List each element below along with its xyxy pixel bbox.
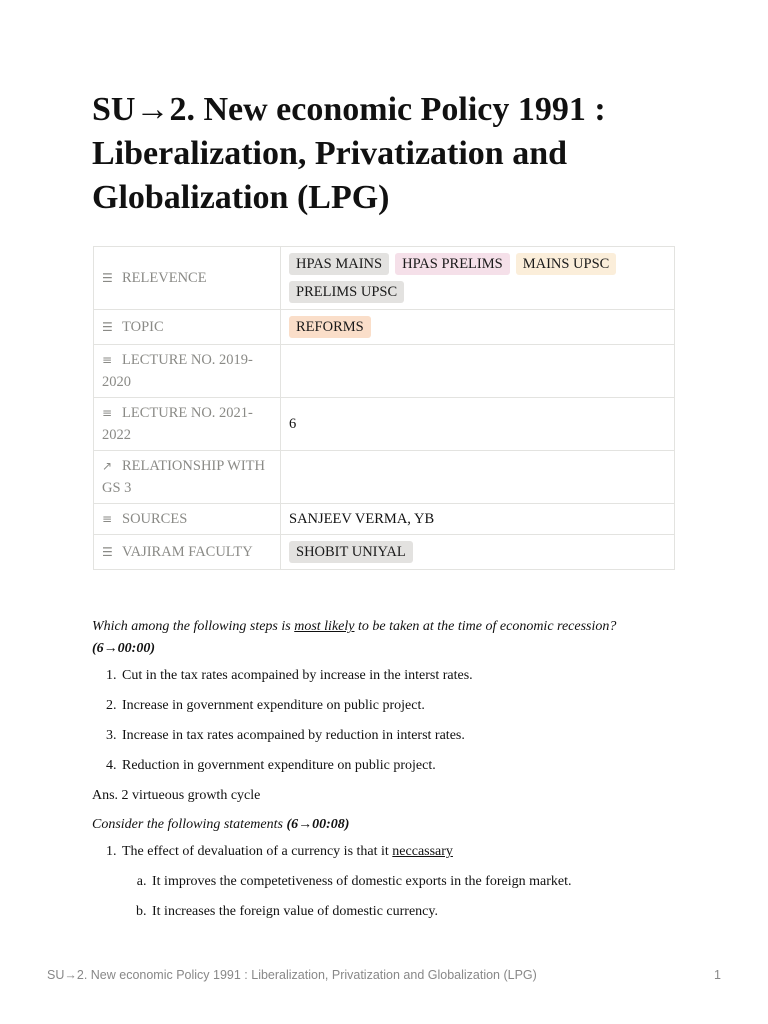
arrow-upright-icon: ↗ xyxy=(102,459,113,473)
question-2-ref: (6→00:08) xyxy=(286,817,350,832)
list-icon: ☰ xyxy=(102,271,113,285)
list-item: 2. Increase in government expenditure on public project. xyxy=(120,696,692,716)
property-value[interactable] xyxy=(281,504,675,535)
question-2 xyxy=(92,814,692,836)
page-title: SU→2. New economic Policy 1991 : Liberalization, Privatization and Globalization (LPG) xyxy=(92,91,606,216)
question-1 xyxy=(92,616,692,660)
property-key-label: TOPIC xyxy=(122,319,164,335)
property-row xyxy=(94,504,675,535)
property-key xyxy=(94,451,281,504)
list-icon: ☰ xyxy=(102,545,113,559)
question-1-suffix: to be taken at the time of economic recession? xyxy=(354,619,617,634)
property-value[interactable] xyxy=(281,535,675,570)
tag[interactable]: MAINS UPSC xyxy=(516,253,617,275)
property-row xyxy=(94,535,675,570)
list-item: 1. Cut in the tax rates acompained by increase in the interst rates. xyxy=(120,666,692,686)
properties-table xyxy=(93,246,675,570)
property-key-label: LECTURE NO. 2019-2020 xyxy=(102,352,253,390)
property-row xyxy=(94,451,675,504)
question-1-emphasis: most likely xyxy=(294,619,355,634)
property-value[interactable] xyxy=(281,451,675,504)
property-row xyxy=(94,247,675,310)
property-key xyxy=(94,247,281,310)
property-key-label: VAJIRAM FACULTY xyxy=(122,544,253,560)
text-icon: ≡ xyxy=(102,353,113,367)
list-item: a. It improves the competetiveness of domestic exports in the foreign market. xyxy=(150,872,692,892)
tag[interactable]: SHOBIT UNIYAL xyxy=(289,541,413,563)
property-value-text: 6 xyxy=(289,416,297,432)
page-number: 1 xyxy=(714,968,721,982)
property-key xyxy=(94,504,281,535)
question-2-intro: Consider the following statements xyxy=(92,817,287,832)
property-key-label: RELATIONSHIP WITH GS 3 xyxy=(102,458,265,496)
page-content xyxy=(92,616,692,932)
tag[interactable]: HPAS MAINS xyxy=(289,253,389,275)
property-value[interactable] xyxy=(281,345,675,398)
property-key xyxy=(94,398,281,451)
list-item: b. It increases the foreign value of domestic currency. xyxy=(150,902,692,922)
property-key xyxy=(94,535,281,570)
list-item: 3. Increase in tax rates acompained by reduction in interst rates. xyxy=(120,726,692,746)
property-row xyxy=(94,398,675,451)
tag[interactable]: HPAS PRELIMS xyxy=(395,253,510,275)
property-key xyxy=(94,310,281,345)
tag[interactable]: PRELIMS UPSC xyxy=(289,281,404,303)
list-item xyxy=(120,842,692,922)
property-value[interactable] xyxy=(281,398,675,451)
tag[interactable]: REFORMS xyxy=(289,316,371,338)
property-value-text: SANJEEV VERMA, YB xyxy=(289,511,435,527)
property-value[interactable] xyxy=(281,247,675,310)
statement-1-subitems xyxy=(122,872,692,922)
question-2-statements xyxy=(92,842,692,922)
question-1-prefix: Which among the following steps is xyxy=(92,619,295,634)
list-icon: ☰ xyxy=(102,320,113,334)
statement-1-prefix: The effect of devaluation of a currency is that it xyxy=(122,844,393,859)
footer-title: SU→2. New economic Policy 1991 : Liberalization, Privatization and Globalization (LPG) xyxy=(47,968,537,982)
text-icon: ≡ xyxy=(102,406,113,420)
property-key xyxy=(94,345,281,398)
answer-1: Ans. 2 virtueous growth cycle xyxy=(92,788,261,803)
property-value[interactable] xyxy=(281,310,675,345)
question-1-ref: (6→00:00) xyxy=(92,641,155,656)
text-icon: ≡ xyxy=(102,512,113,526)
property-key-label: SOURCES xyxy=(122,511,188,527)
property-row xyxy=(94,345,675,398)
page-footer xyxy=(47,968,721,982)
property-row xyxy=(94,310,675,345)
property-key-label: RELEVENCE xyxy=(122,270,207,286)
property-key-label: LECTURE NO. 2021-2022 xyxy=(102,405,253,443)
statement-1-emphasis: neccassary xyxy=(392,844,453,859)
list-item: 4. Reduction in government expenditure on public project. xyxy=(120,756,692,776)
question-1-options xyxy=(92,666,692,776)
